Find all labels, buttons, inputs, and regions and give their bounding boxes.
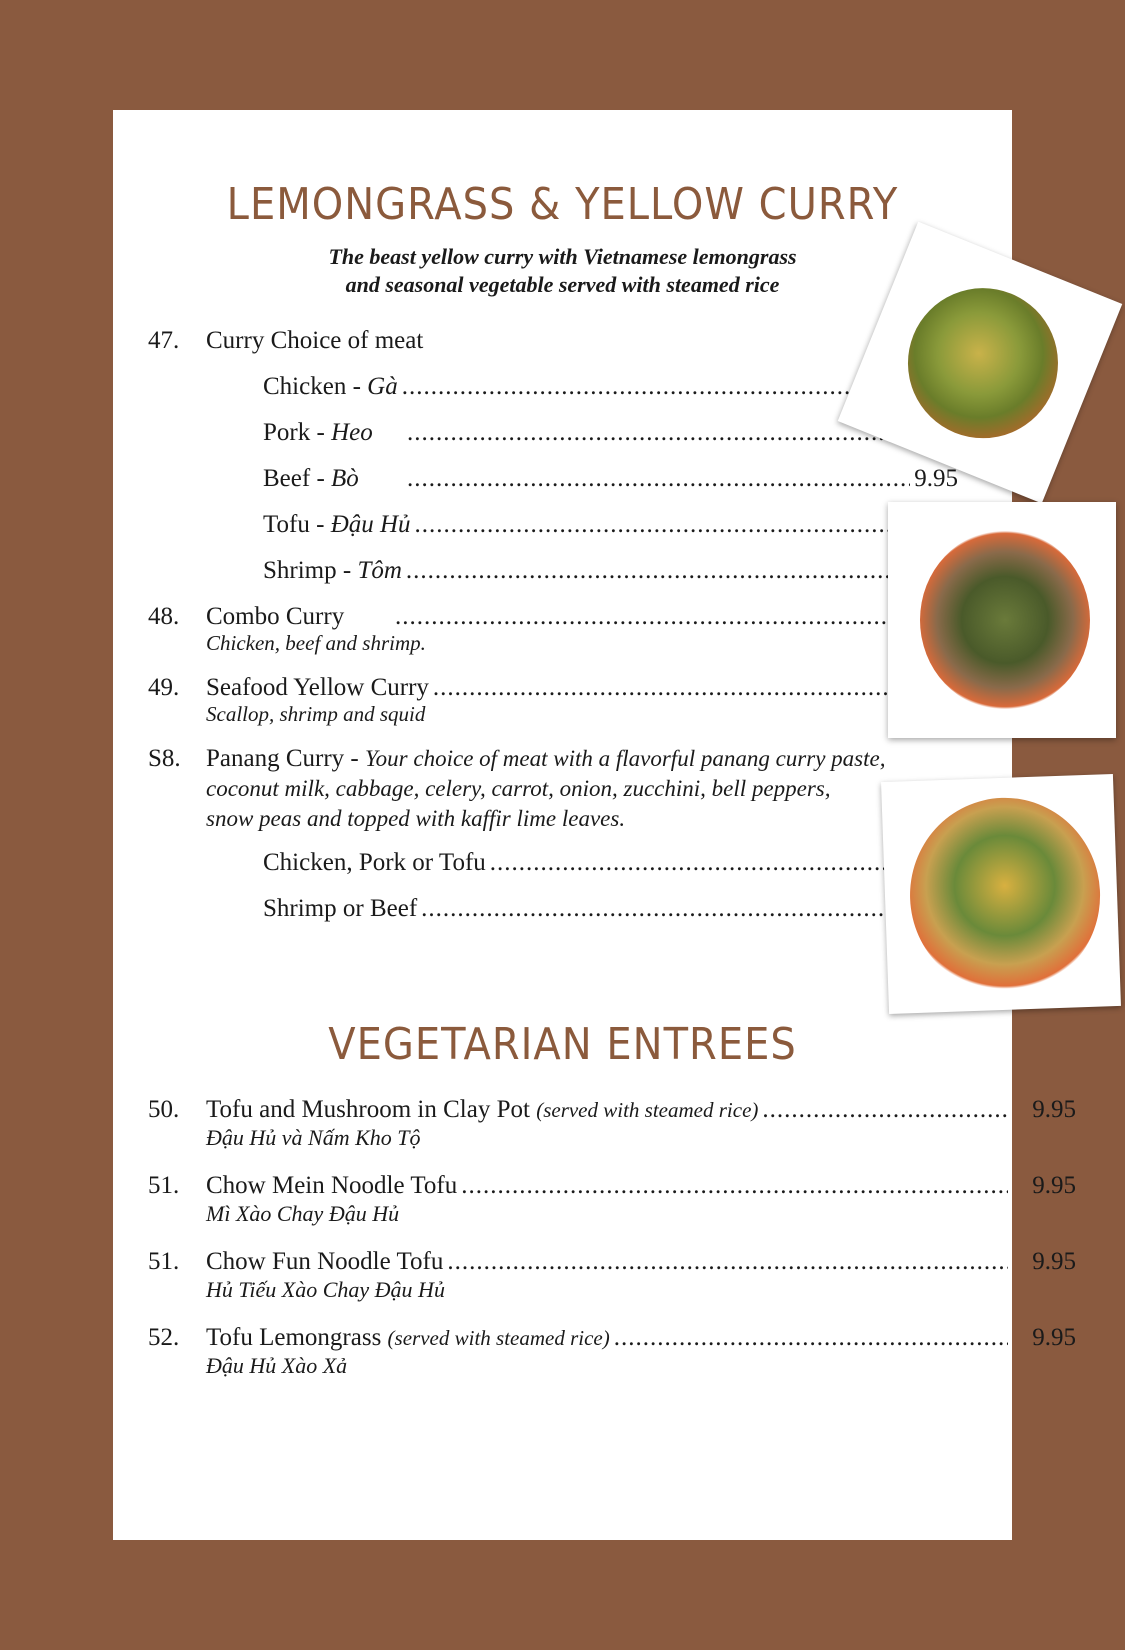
option-name: Chicken, Pork or Tofu [263, 849, 486, 876]
leader-dots [407, 462, 910, 496]
option-vn-name: Heo [331, 419, 373, 446]
item-price: 9.95 [1032, 1096, 1076, 1123]
option-name: Beef - [263, 465, 332, 492]
menu-option-row [263, 554, 958, 588]
menu-item-row-49 [206, 671, 958, 705]
option-name: Pork - [263, 419, 332, 446]
option-name: Chicken - [263, 373, 368, 400]
item-note-48: Chicken, beef and shrimp. [206, 631, 426, 655]
leader-dots [407, 416, 910, 450]
leader-dots [402, 370, 911, 404]
menu-option-row [263, 462, 958, 496]
seafood-curry-dish-photo [888, 502, 1116, 738]
item-number-48: 48. [148, 603, 180, 630]
item-name-47: Curry Choice of meat [206, 327, 424, 354]
menu-item-row [206, 1245, 1076, 1279]
option-vn-name: Đậu Hủ [330, 511, 411, 538]
item-name: Chow Mein Noodle Tofu [206, 1172, 458, 1199]
leader-dots [614, 1321, 1009, 1355]
item-price: 9.95 [1032, 1248, 1076, 1275]
item-name: Tofu and Mushroom in Clay Pot [206, 1096, 530, 1123]
item-name: Chow Fun Noodle Tofu [206, 1248, 444, 1275]
menu-option-row [263, 508, 958, 542]
menu-item-row [206, 1169, 1076, 1203]
item-desc-line: Your choice of meat with a flavorful panang curry paste, [365, 746, 886, 771]
item-vn-name: Đậu Hủ Xào Xả [206, 1353, 348, 1378]
option-name: Tofu - [263, 511, 331, 538]
leader-dots [415, 508, 911, 542]
item-vn-name: Đậu Hủ và Nấm Kho Tộ [206, 1125, 421, 1150]
item-note: (served with steamed rice) [536, 1098, 759, 1122]
leader-dots [406, 554, 898, 588]
food-image [907, 795, 1104, 997]
option-name: Shrimp or Beef [263, 895, 418, 922]
item-number-49: 49. [148, 674, 180, 701]
item-number: 52. [148, 1324, 180, 1351]
item-number: 51. [148, 1172, 180, 1199]
leader-dots [421, 892, 898, 926]
item-note-49: Scallop, shrimp and squid [206, 702, 426, 726]
leader-dots [762, 1093, 1008, 1127]
item-price: 9.95 [1032, 1172, 1076, 1199]
item-number-s8: S8. [148, 745, 181, 772]
item-price: 9.95 [1032, 1324, 1076, 1351]
item-number-47: 47. [148, 327, 180, 354]
option-vn-name: Tôm [357, 557, 402, 584]
item-note: (served with steamed rice) [387, 1326, 610, 1350]
option-price: 9.95 [914, 465, 958, 492]
menu-item-row-48 [206, 600, 958, 634]
item-name: Combo Curry [206, 603, 345, 630]
leader-dots [433, 671, 899, 705]
leader-dots [490, 846, 898, 880]
item-desc-line: snow peas and topped with kaffir lime leaves. [206, 806, 626, 831]
item-name: Tofu Lemongrass [206, 1324, 382, 1351]
item-description-s8 [206, 744, 966, 834]
option-vn-name: Bò [331, 465, 359, 492]
leader-dots [447, 1245, 1008, 1279]
menu-option-row [263, 846, 958, 880]
food-image [885, 266, 1080, 461]
section-subtitle-line1: The beast yellow curry with Vietnamese lemongrass [328, 244, 797, 269]
menu-item-row [206, 1093, 1076, 1127]
menu-option-row [263, 892, 958, 926]
panang-curry-dish-photo [881, 774, 1121, 1014]
item-name: Seafood Yellow Curry [206, 674, 429, 701]
option-name: Shrimp - [263, 557, 358, 584]
food-image [920, 530, 1090, 710]
section-title-vegetarian: VEGETARIAN ENTREES [328, 1020, 797, 1070]
item-number: 50. [148, 1096, 180, 1123]
leader-dots [461, 1169, 1008, 1203]
item-desc-line: coconut milk, cabbage, celery, carrot, onion, zucchini, bell peppers, [206, 776, 831, 801]
item-name: Panang Curry - [206, 745, 365, 772]
section-title-curry: LEMONGRASS & YELLOW CURRY [226, 180, 899, 230]
item-number: 51. [148, 1248, 180, 1275]
item-vn-name: Hủ Tiếu Xào Chay Đậu Hủ [206, 1277, 445, 1302]
leader-dots [395, 600, 899, 634]
option-vn-name: Gà [367, 373, 398, 400]
section-subtitle-line2: and seasonal vegetable served with steamed rice [345, 272, 780, 297]
menu-item-row [206, 1321, 1076, 1355]
item-vn-name: Mì Xào Chay Đậu Hủ [206, 1201, 400, 1226]
